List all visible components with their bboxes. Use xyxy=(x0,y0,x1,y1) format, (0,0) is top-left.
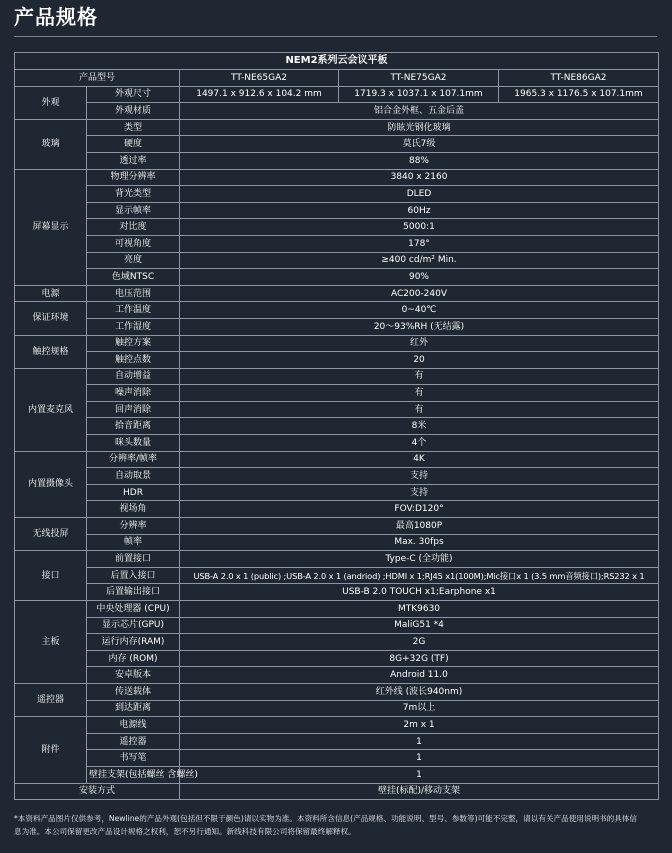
spec-value: Type-C (全功能) xyxy=(180,551,659,568)
spec-label: 透过率 xyxy=(87,152,180,169)
spec-value: 60Hz xyxy=(180,202,659,219)
spec-value: 2m x 1 xyxy=(180,717,659,734)
table-row xyxy=(15,601,659,618)
spec-label: 可视角度 xyxy=(87,235,180,252)
spec-label: 后置输出接口 xyxy=(87,584,180,601)
spec-value: 3840 x 2160 xyxy=(180,169,659,186)
table-row xyxy=(15,484,659,501)
table-row xyxy=(15,551,659,568)
category-cell: 外观 xyxy=(15,86,87,119)
spec-value: 1 xyxy=(180,766,659,783)
table-row xyxy=(15,202,659,219)
spec-label: 书写笔 xyxy=(87,750,180,767)
model-cell: TT-NE65GA2 xyxy=(180,70,339,87)
install-label: 安装方式 xyxy=(15,783,180,800)
spec-label: 外观尺寸 xyxy=(87,86,180,103)
spec-label: 自动取景 xyxy=(87,468,180,485)
table-row xyxy=(15,235,659,252)
spec-value: 2G xyxy=(180,634,659,651)
spec-table xyxy=(14,52,659,800)
table-row xyxy=(15,501,659,518)
model-cell: TT-NE86GA2 xyxy=(499,70,659,87)
spec-label: 工作湿度 xyxy=(87,318,180,335)
spec-label: 自动增益 xyxy=(87,368,180,385)
spec-value: 支持 xyxy=(180,468,659,485)
spec-label: 拾音距离 xyxy=(87,418,180,435)
table-row xyxy=(15,683,659,700)
table-row xyxy=(15,518,659,535)
spec-value: 红外 xyxy=(180,335,659,352)
spec-value: 90% xyxy=(180,269,659,286)
spec-value: 7m以上 xyxy=(180,700,659,717)
spec-value: MTK9630 xyxy=(180,601,659,618)
title-divider xyxy=(14,36,657,37)
table-row xyxy=(15,650,659,667)
spec-value: 20 xyxy=(180,352,659,369)
spec-label: 前置接口 xyxy=(87,551,180,568)
spec-value: 4个 xyxy=(180,435,659,452)
table-row xyxy=(15,103,659,120)
spec-label: 回声消除 xyxy=(87,401,180,418)
table-row xyxy=(15,318,659,335)
spec-label: 背光类型 xyxy=(87,186,180,203)
spec-label: 安卓版本 xyxy=(87,667,180,684)
spec-value: 莫氏7级 xyxy=(180,136,659,153)
spec-value: 支持 xyxy=(180,484,659,501)
spec-label: 显示帧率 xyxy=(87,202,180,219)
footnote-line: 息为准。本公司保留更改产品设计规格之权利，恕不另行通知。新线科技有限公司将保留最终解释权。 xyxy=(14,827,356,836)
spec-value: MaliG51 *4 xyxy=(180,617,659,634)
spec-label: HDR xyxy=(87,484,180,501)
spec-label: 后置入接口 xyxy=(87,567,180,584)
spec-value: USB-B 2.0 TOUCH x1;Earphone x1 xyxy=(180,584,659,601)
spec-value: 有 xyxy=(180,368,659,385)
table-row xyxy=(15,269,659,286)
table-row xyxy=(15,285,659,302)
spec-label: 壁挂支架(包括螺丝 含螺丝) xyxy=(87,766,180,783)
table-row xyxy=(15,252,659,269)
spec-value: 最高1080P xyxy=(180,518,659,535)
spec-label: 触控方案 xyxy=(87,335,180,352)
spec-value: 红外线 (波长940nm) xyxy=(180,683,659,700)
table-row xyxy=(15,152,659,169)
table-row xyxy=(15,335,659,352)
table-row xyxy=(15,385,659,402)
dimension-row xyxy=(15,86,659,103)
table-title-row xyxy=(15,53,659,70)
spec-value: 1 xyxy=(180,750,659,767)
category-cell: 屏幕显示 xyxy=(15,169,87,285)
table-row xyxy=(15,136,659,153)
table-title: NEM2系列云会议平板 xyxy=(15,53,659,70)
spec-value: 88% xyxy=(180,152,659,169)
spec-value: 0~40℃ xyxy=(180,302,659,319)
category-cell: 无线投屏 xyxy=(15,518,87,551)
spec-label: 工作温度 xyxy=(87,302,180,319)
category-cell: 电源 xyxy=(15,285,87,302)
table-row xyxy=(15,219,659,236)
spec-value: Max. 30fps xyxy=(180,534,659,551)
spec-value: 有 xyxy=(180,385,659,402)
category-cell: 内置麦克风 xyxy=(15,368,87,451)
table-row xyxy=(15,401,659,418)
spec-value: 4K xyxy=(180,451,659,468)
dimension-cell: 1719.3 x 1037.1 x 107.1mm xyxy=(339,86,499,103)
spec-label: 硬度 xyxy=(87,136,180,153)
spec-value: 8米 xyxy=(180,418,659,435)
spec-value: AC200-240V xyxy=(180,285,659,302)
spec-value: Android 11.0 xyxy=(180,667,659,684)
spec-label: 内存 (ROM) xyxy=(87,650,180,667)
table-row xyxy=(15,302,659,319)
category-cell: 触控规格 xyxy=(15,335,87,368)
table-row xyxy=(15,584,659,601)
page-title: 产品规格 xyxy=(14,5,98,29)
footnote-line: *本资料产品图片仅供参考，Newline的产品外观(包括但不限于颜色)请以实物为准。本资料所含信息(产品规格、功能说明、型号、参数等)可能不完整，请以有关产品使用说明书的具体信 xyxy=(14,814,638,823)
spec-label: 电压范围 xyxy=(87,285,180,302)
table-row xyxy=(15,119,659,136)
table-row xyxy=(15,169,659,186)
category-cell: 主板 xyxy=(15,601,87,684)
model-label: 产品型号 xyxy=(15,70,180,87)
spec-label: 分辨率 xyxy=(87,518,180,535)
footnote xyxy=(14,812,660,838)
table-row xyxy=(15,418,659,435)
table-row xyxy=(15,667,659,684)
spec-label: 色域NTSC xyxy=(87,269,180,286)
spec-value: FOV:D120° xyxy=(180,501,659,518)
spec-value: 20～93%RH (无结露) xyxy=(180,318,659,335)
table-row xyxy=(15,717,659,734)
table-row xyxy=(15,534,659,551)
spec-label: 类型 xyxy=(87,119,180,136)
spec-value: 178° xyxy=(180,235,659,252)
spec-label: 电源线 xyxy=(87,717,180,734)
model-cell: TT-NE75GA2 xyxy=(339,70,499,87)
table-row xyxy=(15,634,659,651)
spec-value: 5000:1 xyxy=(180,219,659,236)
table-row xyxy=(15,766,659,783)
spec-label: 中央处理器 (CPU) xyxy=(87,601,180,618)
category-cell: 内置摄像头 xyxy=(15,451,87,517)
category-cell: 遥控器 xyxy=(15,683,87,716)
table-row xyxy=(15,733,659,750)
table-row xyxy=(15,186,659,203)
category-cell: 接口 xyxy=(15,551,87,601)
spec-value: 防眩光钢化玻璃 xyxy=(180,119,659,136)
spec-label: 帧率 xyxy=(87,534,180,551)
install-value: 壁挂(标配)/移动支架 xyxy=(180,783,659,800)
spec-label: 分辨率/帧率 xyxy=(87,451,180,468)
spec-value: 铝合金外框、五金后盖 xyxy=(180,103,659,120)
table-row xyxy=(15,468,659,485)
dimension-cell: 1497.1 x 912.6 x 104.2 mm xyxy=(180,86,339,103)
table-row xyxy=(15,700,659,717)
category-cell: 附件 xyxy=(15,717,87,783)
table-row xyxy=(15,435,659,452)
spec-label: 对比度 xyxy=(87,219,180,236)
install-row xyxy=(15,783,659,800)
category-cell: 玻璃 xyxy=(15,119,87,169)
dimension-cell: 1965.3 x 1176.5 x 107.1mm xyxy=(499,86,659,103)
spec-value: USB-A 2.0 x 1 (public) ;USB-A 2.0 x 1 (andriod) ;HDMI x 1;RJ45 x1(100M);Mic接口x 1 (3.5 mm音频接口);RS232 x 1 xyxy=(180,567,659,584)
spec-value: 1 xyxy=(180,733,659,750)
model-row xyxy=(15,70,659,87)
spec-label: 显示芯片(GPU) xyxy=(87,617,180,634)
table-row xyxy=(15,750,659,767)
spec-label: 运行内存(RAM) xyxy=(87,634,180,651)
spec-label: 亮度 xyxy=(87,252,180,269)
spec-label: 到达距离 xyxy=(87,700,180,717)
spec-label: 传送载体 xyxy=(87,683,180,700)
table-row xyxy=(15,567,659,584)
spec-value: ≥400 cd/m² Min. xyxy=(180,252,659,269)
spec-label: 噪声消除 xyxy=(87,385,180,402)
spec-label: 遥控器 xyxy=(87,733,180,750)
spec-value: DLED xyxy=(180,186,659,203)
table-row xyxy=(15,617,659,634)
category-cell: 保证环境 xyxy=(15,302,87,335)
spec-label: 物理分辨率 xyxy=(87,169,180,186)
spec-value: 有 xyxy=(180,401,659,418)
table-row xyxy=(15,451,659,468)
spec-label: 视场角 xyxy=(87,501,180,518)
table-row xyxy=(15,352,659,369)
spec-label: 咪头数量 xyxy=(87,435,180,452)
table-row xyxy=(15,368,659,385)
spec-value: 8G+32G (TF) xyxy=(180,650,659,667)
spec-label: 外观材质 xyxy=(87,103,180,120)
spec-label: 触控点数 xyxy=(87,352,180,369)
